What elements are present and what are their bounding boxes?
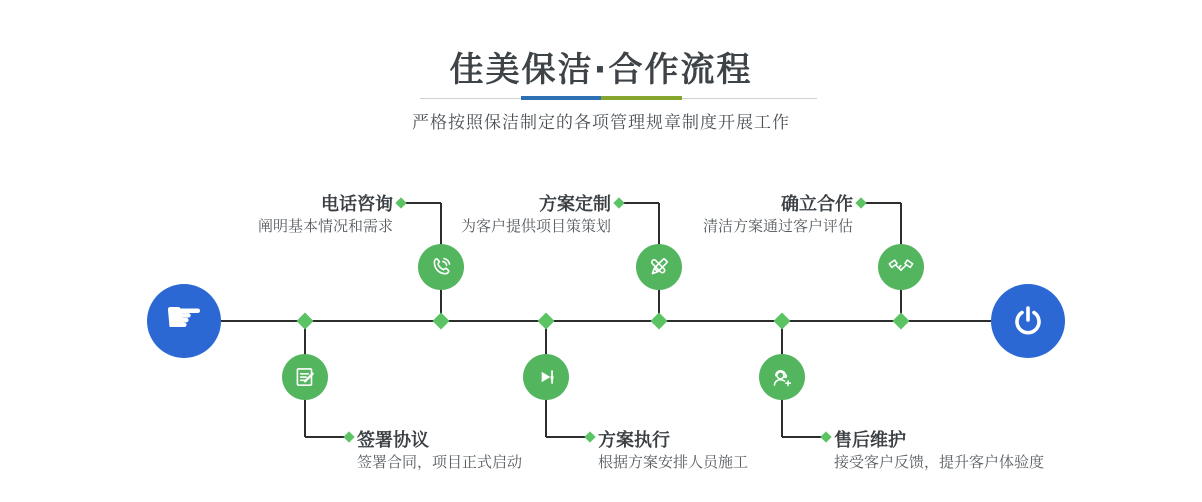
end-node (991, 284, 1065, 358)
timeline-line (221, 320, 991, 322)
timeline-node-diamond (651, 313, 668, 330)
step-title: 签署协议 (357, 430, 429, 451)
label-diamond (855, 197, 866, 208)
page-subtitle: 严格按照保洁制定的各项管理规章制度开展工作 (412, 113, 790, 133)
step-title: 方案定制 (539, 194, 611, 215)
phone-icon (428, 254, 454, 280)
label-diamond (343, 431, 354, 442)
customer-service-plus-icon (769, 364, 795, 390)
play-execute-icon (533, 364, 559, 390)
step-desc: 签署合同，项目正式启动 (357, 453, 523, 471)
power-icon (1008, 301, 1048, 341)
step-icon-circle (636, 244, 682, 290)
handshake-icon (888, 254, 914, 280)
timeline-node-diamond (297, 313, 314, 330)
step-title: 确立合作 (781, 194, 853, 215)
step-desc: 清洁方案通过客户评估 (702, 217, 853, 235)
step-title: 方案执行 (598, 430, 670, 451)
timeline-node-diamond (538, 313, 555, 330)
page-title: 佳美保洁·合作流程 (449, 50, 753, 90)
step-title: 电话咨询 (321, 194, 393, 215)
step-desc: 阐明基本情况和需求 (257, 217, 393, 235)
step-icon-circle (282, 354, 328, 400)
pointing-hand-icon: ☛ (164, 292, 204, 343)
step-desc: 根据方案安排人员施工 (598, 453, 749, 471)
timeline-node-diamond (433, 313, 450, 330)
timeline-node-diamond (774, 313, 791, 330)
divider-blue-segment (521, 96, 601, 100)
label-diamond (584, 431, 595, 442)
contract-sign-icon (292, 364, 318, 390)
step-icon-circle (759, 354, 805, 400)
timeline-node-diamond (893, 313, 910, 330)
step-icon-circle (523, 354, 569, 400)
step-icon-circle (878, 244, 924, 290)
connector-top-3-h (861, 202, 901, 204)
step-desc: 接受客户反馈，提升客户体验度 (834, 453, 1045, 471)
start-node (147, 284, 221, 358)
pencil-tools-icon (646, 254, 672, 280)
step-icon-circle (418, 244, 464, 290)
step-desc: 为客户提供项目策策划 (460, 217, 611, 235)
step-title: 售后维护 (834, 430, 906, 451)
label-diamond (820, 431, 831, 442)
title-divider (420, 98, 817, 99)
divider-olive-segment (601, 96, 682, 100)
